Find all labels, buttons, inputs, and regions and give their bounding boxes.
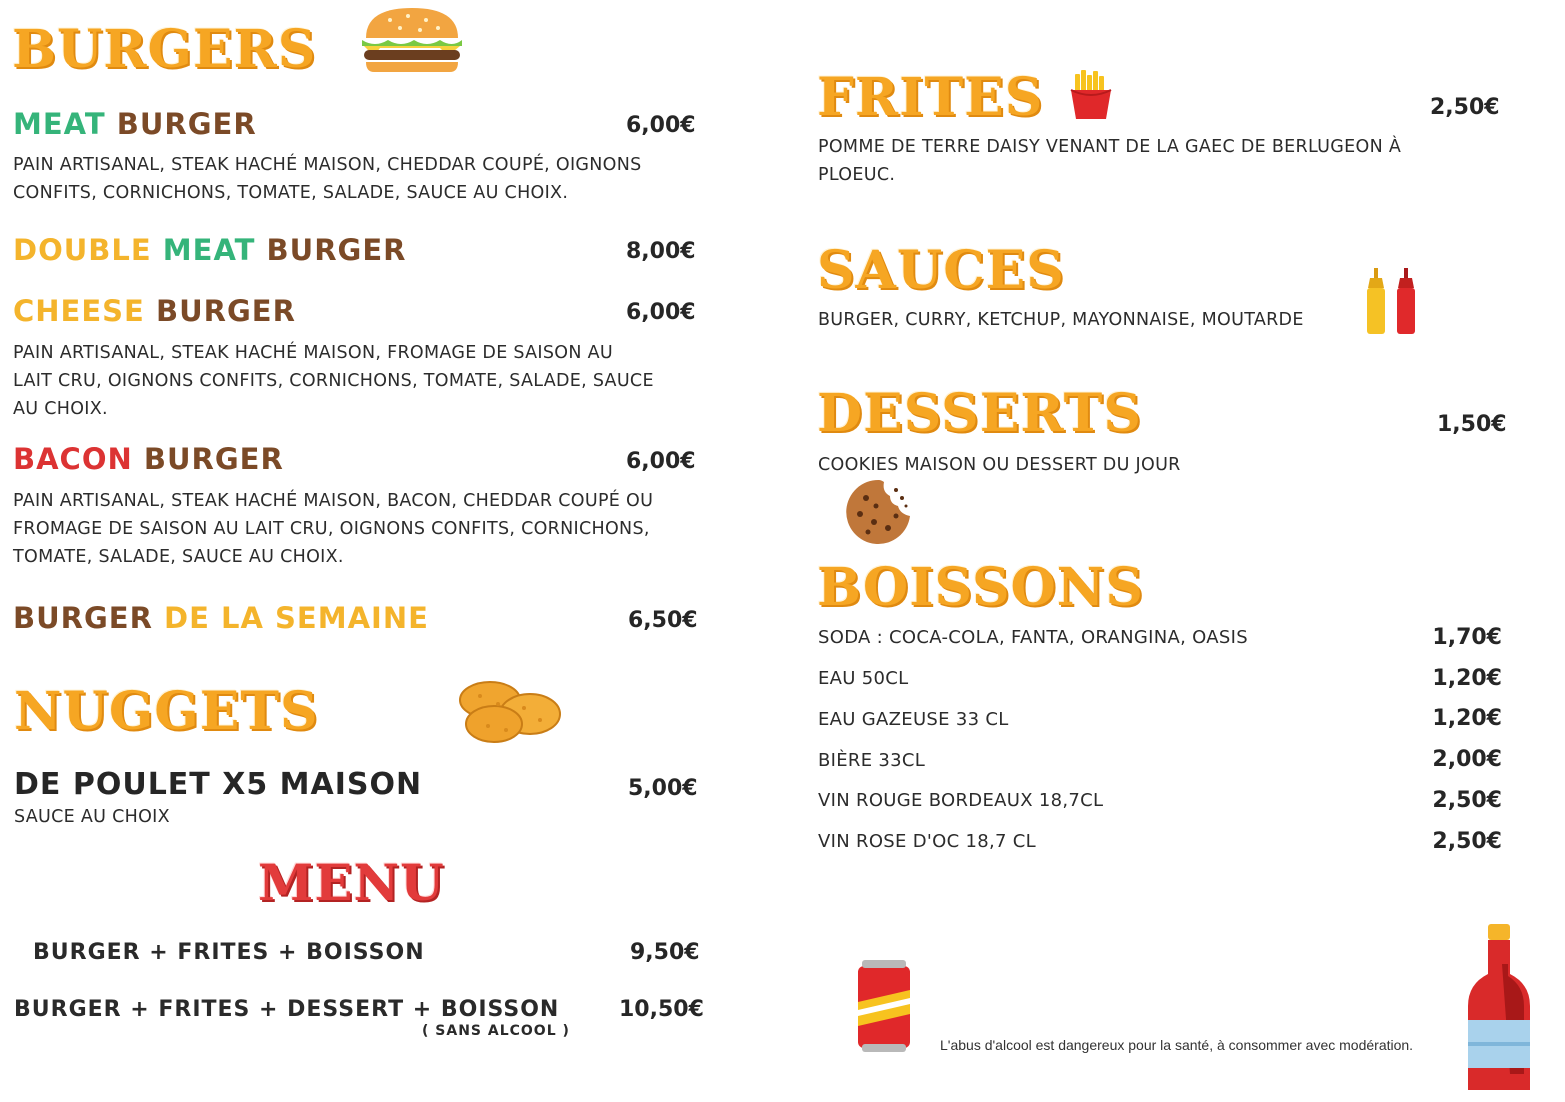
cheese-burger-name [13, 294, 296, 328]
menu-formula-2-price: 10,50€ [619, 997, 704, 1022]
burgers-title: BURGERS [12, 19, 317, 80]
drink-vin-rouge-price: 2,50€ [1432, 788, 1502, 813]
frites-description [818, 133, 1401, 189]
nuggets-note: SAUCE AU CHOIX [14, 807, 170, 827]
burger-word: BURGER [13, 601, 153, 635]
drink-vin-rouge: VIN ROUGE BORDEAUX 18,7CL [818, 790, 1104, 811]
drink-soda: SODA : COCA-COLA, FANTA, ORANGINA, OASIS [818, 627, 1248, 648]
bacon-burger-name [13, 442, 284, 476]
burger-semaine-name [13, 601, 429, 635]
wine-bottle-icon [1466, 924, 1532, 1094]
description-line: PAIN ARTISANAL, STEAK HACHÉ MAISON, BACON, CHEDDAR COUPÉ OU [13, 491, 654, 511]
drink-eau-gazeuse: EAU GAZEUSE 33 CL [818, 709, 1009, 730]
bacon-word: BACON [13, 442, 133, 476]
description-line: TOMATE, SALADE, SAUCE AU CHOIX. [13, 547, 344, 567]
double-meat-burger-name [13, 233, 407, 267]
drink-eau: EAU 50CL [818, 668, 909, 689]
burger-word: BURGER [116, 107, 257, 141]
description-line: PLOEUC. [818, 165, 896, 185]
menu-formula-1: BURGER + FRITES + BOISSON [33, 940, 425, 965]
nuggets-price: 5,00€ [628, 776, 698, 801]
burger-semaine-price: 6,50€ [628, 608, 698, 633]
cheese-word: CHEESE [13, 294, 145, 328]
meat-burger-description [13, 151, 642, 207]
bacon-burger-description [13, 487, 653, 571]
drink-biere: BIÈRE 33CL [818, 750, 926, 771]
frites-price: 2,50€ [1430, 95, 1500, 120]
menu-formula-2: BURGER + FRITES + DESSERT + BOISSON [14, 997, 560, 1022]
menu-formula-2-note: ( SANS ALCOOL ) [422, 1023, 570, 1039]
burger-word: BURGER [266, 233, 407, 267]
description-line: AU CHOIX. [13, 399, 108, 419]
description-line: PAIN ARTISANAL, STEAK HACHÉ MAISON, CHEDDAR COUPÉ, OIGNONS [13, 155, 642, 175]
description-line: FROMAGE DE SAISON AU LAIT CRU, OIGNONS CONFITS, CORNICHONS, [13, 519, 650, 539]
nuggets-icon [454, 678, 566, 746]
meat-word: MEAT [162, 233, 256, 267]
meat-word: MEAT [13, 107, 106, 141]
sauce-bottles-icon [1364, 268, 1428, 336]
drink-eau-gazeuse-price: 1,20€ [1432, 706, 1502, 731]
boissons-title: BOISSONS [817, 557, 1144, 618]
double-word: DOUBLE [13, 233, 152, 267]
desserts-title: DESSERTS [817, 383, 1142, 444]
desserts-price: 1,50€ [1437, 412, 1507, 437]
soda-can-icon [856, 960, 912, 1052]
nuggets-title: NUGGETS [14, 681, 319, 742]
menu-formula-1-price: 9,50€ [630, 940, 700, 965]
drink-soda-price: 1,70€ [1432, 625, 1502, 650]
bacon-burger-price: 6,00€ [626, 449, 696, 474]
drink-vin-rose-price: 2,50€ [1432, 829, 1502, 854]
alcohol-warning: L'abus d'alcool est dangereux pour la santé, à consommer avec modération. [940, 1037, 1414, 1053]
drink-eau-price: 1,20€ [1432, 666, 1502, 691]
burger-word: BURGER [143, 442, 284, 476]
burger-word: BURGER [155, 294, 296, 328]
cheese-burger-price: 6,00€ [626, 300, 696, 325]
meat-burger-name [13, 107, 257, 141]
sauces-title: SAUCES [817, 240, 1065, 301]
burger-icon [360, 6, 464, 74]
description-line: POMME DE TERRE DAISY VENANT DE LA GAEC DE BERLUGEON À [818, 137, 1402, 157]
menu-title: MENU [258, 853, 445, 912]
cheese-burger-description [13, 339, 654, 423]
description-line: LAIT CRU, OIGNONS CONFITS, CORNICHONS, TOMATE, SALADE, SAUCE [13, 371, 654, 391]
sauces-list: BURGER, CURRY, KETCHUP, MAYONNAISE, MOUTARDE [818, 310, 1304, 330]
fries-icon [1068, 70, 1114, 120]
description-line: PAIN ARTISANAL, STEAK HACHÉ MAISON, FROMAGE DE SAISON AU [13, 343, 614, 363]
drink-biere-price: 2,00€ [1432, 747, 1502, 772]
desserts-description: COOKIES MAISON OU DESSERT DU JOUR [818, 455, 1181, 475]
de-la-semaine-word: DE LA SEMAINE [164, 601, 429, 635]
double-meat-burger-price: 8,00€ [626, 239, 696, 264]
cookie-icon [844, 478, 914, 544]
nuggets-item-name: DE POULET X5 MAISON [14, 767, 423, 802]
meat-burger-price: 6,00€ [626, 113, 696, 138]
description-line: CONFITS, CORNICHONS, TOMATE, SALADE, SAUCE AU CHOIX. [13, 183, 569, 203]
frites-title: FRITES [817, 67, 1044, 128]
drink-vin-rose: VIN ROSE D'OC 18,7 CL [818, 831, 1036, 852]
